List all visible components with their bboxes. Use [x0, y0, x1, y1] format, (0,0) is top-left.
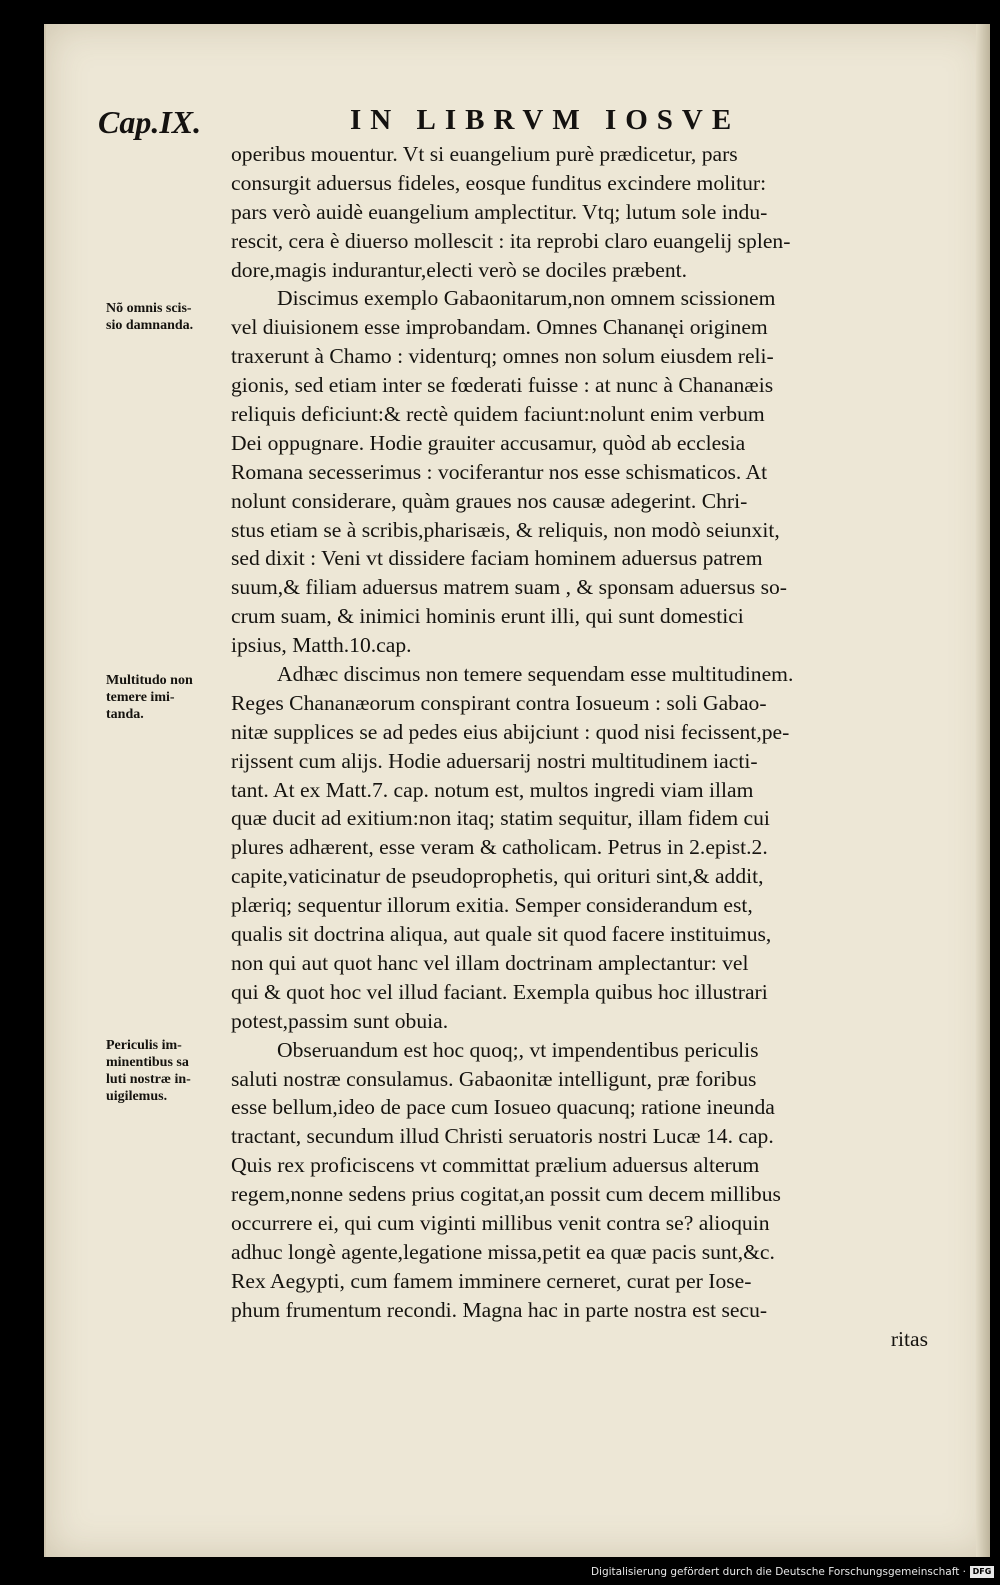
text-line: rijssent cum alijs. Hodie aduersarij nostri multitudinem iacti- — [231, 748, 758, 773]
page-edge-shadow — [976, 24, 990, 1557]
text-line: Reges Chananæorum conspirant contra Iosueum : soli Gabao- — [231, 690, 767, 715]
text-line: crum suam, & inimici hominis erunt illi, qui sunt domestici — [231, 604, 744, 629]
digitization-footer — [0, 1561, 1000, 1583]
marginal-note-line: minentibus sa — [106, 1055, 189, 1070]
marginal-note-line: luti nostræ in- — [106, 1072, 191, 1087]
text-line: nitæ supplices se ad pedes eius abijciunt : quod nisi fecissent,pe- — [231, 719, 790, 744]
text-line: gionis, sed etiam inter se fœderati fuisse : at nunc à Chananæis — [231, 373, 774, 398]
text-line: reliquis deficiunt:& rectè quidem faciunt:nolunt enim verbum — [231, 402, 765, 427]
text-line: occurrere ei, qui cum viginti millibus venit contra se? alioquin — [231, 1210, 770, 1235]
marginal-note — [106, 1037, 234, 1105]
marginal-note-line: Multitudo non — [106, 673, 193, 688]
text-line: Romana secesserimus : vociferantur nos esse schismaticos. At — [231, 459, 768, 484]
text-line: dore,magis indurantur,electi verò se dociles præbent. — [231, 257, 688, 282]
text-line: quæ ducit ad exitium:non itaq; statim sequitur, illam fidem cui — [231, 806, 770, 831]
body-text — [231, 140, 928, 1353]
paragraph-start-line: Adhæc discimus non temere sequendam esse multitudinem. — [277, 662, 794, 687]
funding-credit: Digitalisierung gefördert durch die Deutsche Forschungsgemeinschaft · — [590, 1566, 966, 1578]
text-line: phum frumentum recondi. Magna hac in parte nostra est secu- — [231, 1297, 768, 1322]
text-line: capite,vaticinatur de pseudoprophetis, qui orituri sint,& addit, — [231, 864, 764, 889]
marginal-note-line: Periculis im- — [106, 1038, 182, 1053]
running-head — [98, 104, 798, 140]
text-line: operibus mouentur. Vt si euangelium purè prædicetur, pars — [231, 142, 738, 166]
text-line: pars verò auidè euangelium amplectitur. Vtq; lutum sole indu- — [231, 199, 768, 224]
text-line: nolunt considerare, quàm graues nos causæ adegerint. Chri- — [231, 488, 748, 513]
text-line: stus etiam se à scribis,pharisæis, & reliquis, non modò seiunxit, — [231, 517, 780, 542]
text-line: qualis sit doctrina aliqua, aut quale sit quod facere instituimus, — [231, 922, 772, 947]
text-line: plures adhærent, esse veram & catholicam. Petrus in 2.epist.2. — [231, 835, 768, 860]
text-line: esse bellum,ideo de pace cum Iosueo quacunq; ratione ineunda — [231, 1095, 775, 1120]
marginal-note-line: Nõ omnis scis- — [106, 301, 192, 316]
catchword: ritas — [890, 1326, 928, 1351]
marginal-note — [106, 300, 234, 334]
text-line: sed dixit : Veni vt dissidere faciam hominem aduersus patrem — [231, 546, 763, 571]
text-line: plæriq; sequentur illorum exitia. Semper considerandum est, — [231, 893, 753, 918]
text-line: non qui aut quot hanc vel illam doctrinam amplectantur: vel — [231, 950, 749, 975]
text-line: consurgit aduersus fideles, eosque funditus excindere molitur: — [231, 170, 767, 195]
text-line: suum,& filiam aduersus matrem suam , & sponsam aduersus so- — [231, 575, 787, 600]
marginal-note-line: sio damnanda. — [106, 318, 194, 333]
text-line: Dei oppugnare. Hodie grauiter accusamur, quòd ab ecclesia — [231, 430, 746, 455]
text-line: qui & quot hoc vel illud faciant. Exempla quibus hoc illustrari — [231, 979, 768, 1004]
paragraph-start-line: Obseruandum est hoc quoq;, vt impendentibus periculis — [277, 1037, 759, 1062]
book-title: IN LIBRVM IOSVE — [350, 104, 741, 136]
text-line: adhuc longè agente,legatione missa,petit ea quæ pacis sunt,&c. — [231, 1239, 775, 1264]
text-line: Quis rex proficiscens vt committat prælium aduersus alterum — [231, 1153, 760, 1178]
text-line: rescit, cera è diuerso mollescit : ita reprobi claro euangelij splen- — [231, 228, 791, 253]
text-line: regem,nonne sedens prius cogitat,an possit cum decem millibus — [231, 1182, 781, 1207]
paragraph-start-line: Discimus exemplo Gabaonitarum,non omnem scissionem — [277, 286, 776, 311]
dfg-logo-icon: DFG — [970, 1566, 994, 1578]
text-line: Rex Aegypti, cum famem imminere cerneret, curat per Iose- — [231, 1268, 752, 1293]
marginal-note-line: temere imi- — [106, 690, 175, 705]
marginal-note — [106, 672, 234, 723]
text-line: tractant, secundum illud Christi seruatoris nostri Lucæ 14. cap. — [231, 1124, 774, 1149]
text-line: saluti nostræ consulamus. Gabaonitæ intelligunt, præ foribus — [231, 1066, 757, 1091]
text-line: traxerunt à Chamo : videnturq; omnes non solum eiusdem reli- — [231, 344, 774, 369]
marginal-note-line: tanda. — [106, 707, 144, 722]
chapter-label: Cap.IX. — [98, 104, 202, 140]
marginal-note-line: uigilemus. — [106, 1089, 168, 1104]
text-line: ipsius, Matth.10.cap. — [231, 633, 412, 658]
text-line: tant. At ex Matt.7. cap. notum est, multos ingredi viam illam — [231, 777, 754, 802]
text-line: potest,passim sunt obuia. — [231, 1008, 449, 1033]
text-line: vel diuisionem esse improbandam. Omnes Chananęi originem — [231, 315, 768, 340]
